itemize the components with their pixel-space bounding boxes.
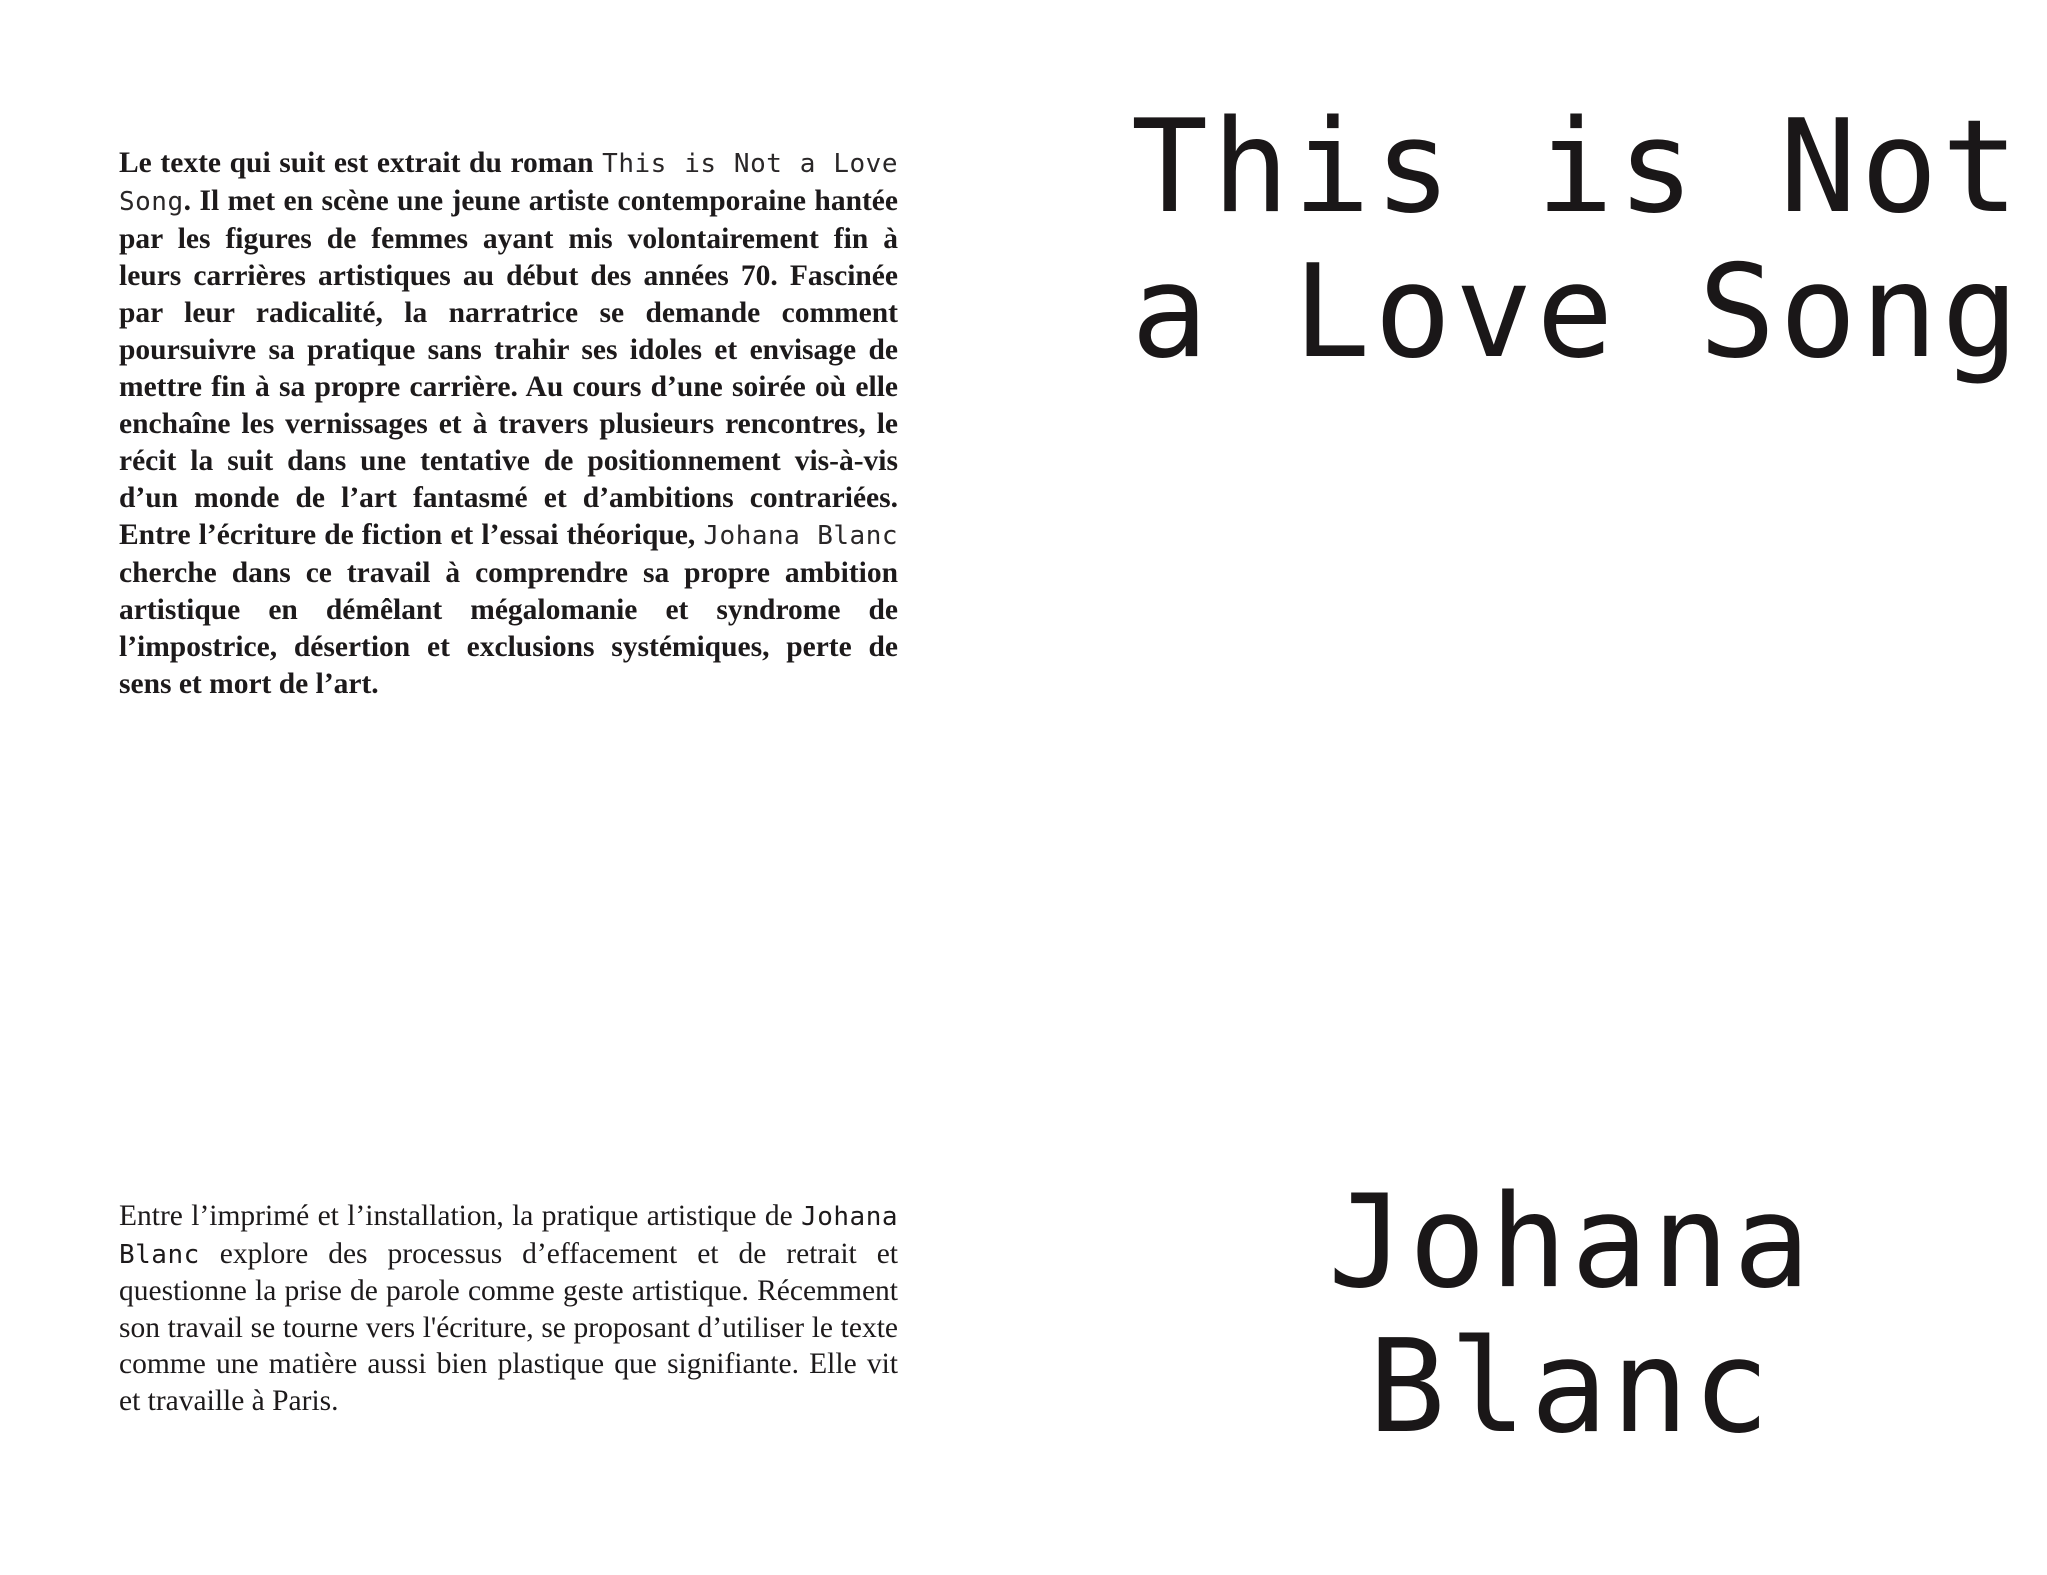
bio-author-name: Johana Blanc: [119, 1202, 898, 1270]
book-title-line-2: a Love Song: [1131, 238, 2023, 387]
bio-body: explore des processus d’effacement et de retrait et questionne la prise de parole comme geste artistique. Récemment son travail se tourne vers l'écriture, se proposant d’utiliser le texte comme une matière aussi bien plastique que signifiante. Elle vit et travaille à Paris.: [119, 1237, 898, 1417]
front-cover: [1023, 0, 2047, 1575]
back-cover: [0, 0, 1023, 1575]
author-bio: [119, 1198, 898, 1419]
author-name: [1131, 1170, 2011, 1460]
bio-intro: Entre l’imprimé et l’installation, la pratique artistique de: [119, 1200, 802, 1232]
blurb-author-name: Johana Blanc: [703, 521, 899, 551]
blurb-book-title: This is Not a Love Song: [119, 149, 898, 217]
author-name-line-2: Blanc: [1368, 1313, 1774, 1462]
book-title: [1131, 93, 2023, 387]
back-cover-blurb: [119, 145, 898, 703]
blurb-intro: Le texte qui suit est extrait du roman: [119, 147, 603, 179]
blurb-body-2: cherche dans ce travail à comprendre sa propre ambition artistique en démêlant mégalomanie et syndrome de l’impostrice, désertion et exclusions systémiques, perte de sens et mort de l’art.: [119, 557, 898, 700]
blurb-body-1: . Il met en scène une jeune artiste contemporaine hantée par les figures de femmes ayant mis volontairement fin à leurs carrières artistiques au début des années 70. Fascinée par leur radicalité, la narratrice se demande comment poursuivre sa pratique sans trahir ses idoles et envisage de mettre fin à sa propre carrière. Au cours d’une soirée où elle enchaîne les vernissages et à travers plusieurs rencontres, le récit la suit dans une tentative de positionnement vis-à-vis d’un monde de l’art fantasmé et d’ambitions contrariées. Entre l’écriture de fiction et l’essai théorique,: [119, 185, 898, 551]
author-name-line-1: Johana: [1327, 1168, 1815, 1317]
book-title-line-1: This is Not: [1131, 93, 2023, 242]
